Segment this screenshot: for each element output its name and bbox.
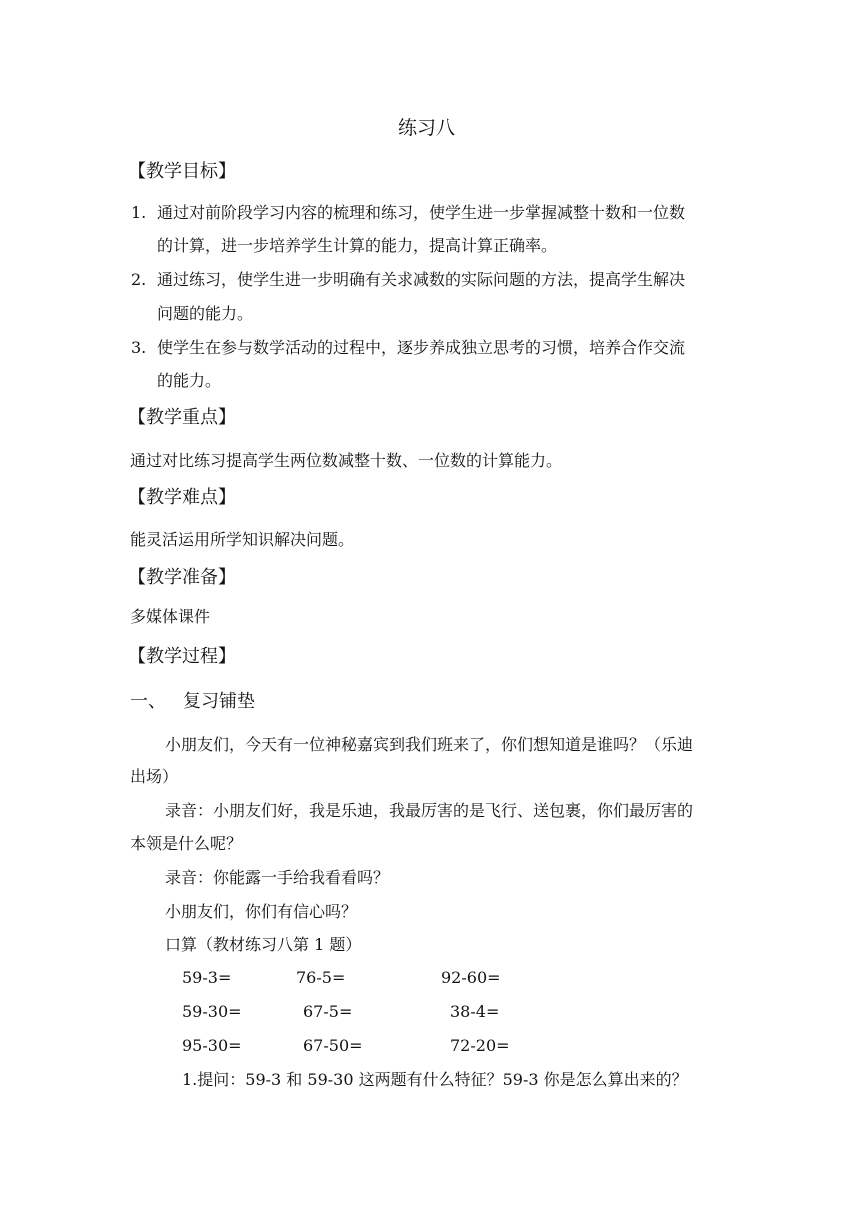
question-text: 1.提问：59-3 和 59-30 这两题有什么特征？59-3 你是怎么算出来的？ — [182, 1070, 688, 1089]
objective-text: 的计算，进一步培养学生计算的能力，提高计算正确率。 — [157, 236, 558, 255]
heading-preparation: 【教学准备】 — [128, 567, 236, 588]
paragraph: 出场） — [130, 767, 179, 786]
keypoints-text: 通过对比练习提高学生两位数减整十数、一位数的计算能力。 — [130, 451, 563, 470]
objective-text: 通过练习，使学生进一步明确有关求减数的实际问题的方法，提高学生解决 — [157, 270, 686, 289]
paragraph: 本领是什么呢？ — [130, 834, 243, 853]
section-title: 复习铺垫 — [183, 691, 255, 712]
calc-item: 72-20= — [450, 1036, 510, 1055]
paragraph: 小朋友们，今天有一位神秘嘉宾到我们班来了，你们想知道是谁吗？（乐迪 — [165, 735, 694, 754]
calc-item: 92-60= — [441, 968, 501, 987]
calc-item: 59-30= — [182, 1002, 242, 1021]
calc-item: 59-3= — [182, 968, 232, 987]
heading-objectives: 【教学目标】 — [128, 161, 236, 182]
paragraph: 小朋友们，你们有信心吗？ — [165, 902, 358, 921]
calc-item: 76-5= — [296, 968, 346, 987]
heading-process: 【教学过程】 — [128, 646, 236, 667]
objective-number: 1. — [131, 203, 147, 222]
paragraph: 口算（教材练习八第 1 题） — [165, 935, 362, 954]
calc-item: 95-30= — [182, 1036, 242, 1055]
section-number: 一、 — [130, 691, 166, 712]
objective-text: 问题的能力。 — [157, 304, 254, 323]
heading-difficulties: 【教学难点】 — [128, 487, 236, 508]
heading-keypoints: 【教学重点】 — [128, 407, 236, 428]
objective-text: 使学生在参与数学活动的过程中，逐步养成独立思考的习惯，培养合作交流 — [157, 338, 686, 357]
calc-item: 67-50= — [303, 1036, 363, 1055]
calc-item: 38-4= — [450, 1002, 500, 1021]
objective-number: 2. — [131, 270, 147, 289]
page-title: 练习八 — [398, 117, 456, 139]
paragraph: 录音：小朋友们好，我是乐迪，我最厉害的是飞行、送包裹，你们最厉害的 — [165, 801, 694, 820]
calc-item: 67-5= — [303, 1002, 353, 1021]
objective-number: 3. — [131, 338, 147, 357]
paragraph: 录音：你能露一手给我看看吗？ — [165, 868, 390, 887]
objective-text: 通过对前阶段学习内容的梳理和练习，使学生进一步掌握减整十数和一位数 — [157, 203, 686, 222]
difficulties-text: 能灵活运用所学知识解决问题。 — [130, 530, 355, 549]
preparation-text: 多媒体课件 — [130, 607, 211, 626]
objective-text: 的能力。 — [157, 371, 222, 390]
